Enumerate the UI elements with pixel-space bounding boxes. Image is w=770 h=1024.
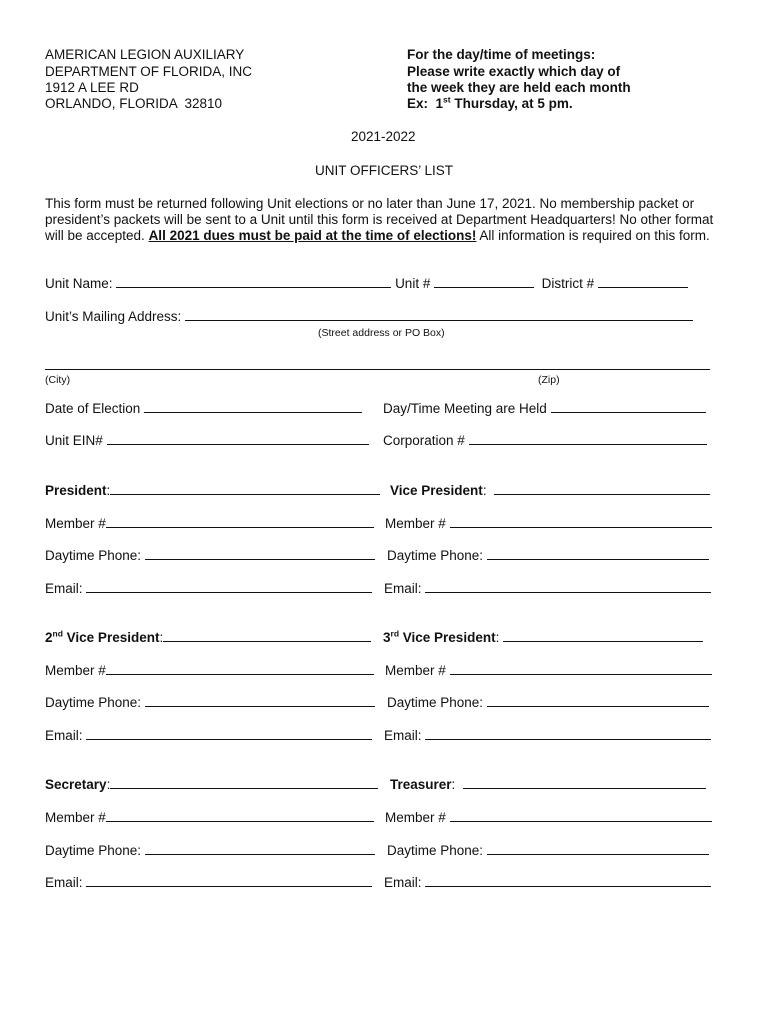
election-date-label: Date of Election: [45, 401, 141, 416]
vp3-rest: Vice President: [399, 630, 496, 645]
treasurer-colon: :: [451, 777, 456, 792]
mailing-address-row: [45, 309, 693, 325]
vp2-colon: :: [159, 630, 164, 645]
president-phone-field[interactable]: [145, 548, 375, 560]
president-email-field[interactable]: [86, 581, 372, 593]
phone-label: Daytime Phone:: [387, 695, 484, 710]
city-hint: (City): [45, 374, 71, 386]
vp2-member-field[interactable]: [106, 663, 374, 675]
vice-president-colon: :: [482, 483, 487, 498]
vp-phone-field[interactable]: [487, 548, 709, 560]
secretary-colon: :: [106, 777, 111, 792]
org-street: 1912 A LEE RD: [45, 80, 139, 95]
vp2-rest: Vice President: [62, 630, 160, 645]
email-label: Email:: [45, 728, 83, 743]
unit-number-field[interactable]: [434, 276, 534, 288]
vp2-sup: nd: [52, 628, 63, 639]
treasurer-field[interactable]: [463, 777, 706, 789]
meeting-example-prefix: Ex: 1: [407, 96, 444, 111]
org-department: DEPARTMENT OF FLORIDA, INC: [45, 64, 253, 79]
meeting-example-sup: st: [443, 94, 451, 105]
vp2-member-row: [45, 663, 374, 679]
vice-president-field[interactable]: [494, 483, 710, 495]
street-hint: (Street address or PO Box): [318, 327, 445, 339]
treasurer-phone-field[interactable]: [487, 843, 709, 855]
president-member-field[interactable]: [106, 516, 374, 528]
phone-label: Daytime Phone:: [45, 548, 142, 563]
corporation-field[interactable]: [469, 433, 707, 445]
treasurer-member-field[interactable]: [450, 810, 712, 822]
vp2-label: [45, 630, 159, 645]
email-label: Email:: [45, 875, 83, 890]
secretary-label: Secretary: [45, 777, 107, 792]
treasurer-email-field[interactable]: [425, 875, 711, 887]
vp3-phone-row: [387, 695, 709, 711]
vp3-field[interactable]: [503, 630, 703, 642]
vp-phone-row: [387, 548, 709, 564]
treasurer-member-row: [385, 810, 712, 826]
instructions-text-2: All information is required on this form.: [476, 228, 710, 243]
vp3-member-field[interactable]: [450, 663, 712, 675]
election-date-field[interactable]: [144, 401, 362, 413]
secretary-row: [45, 777, 378, 793]
vp-member-row: [385, 516, 712, 532]
president-email-row: [45, 581, 372, 597]
president-colon: :: [106, 483, 111, 498]
vp2-field[interactable]: [163, 630, 371, 642]
treasurer-row: [390, 777, 706, 793]
district-label: District #: [541, 276, 595, 291]
vp3-email-field[interactable]: [425, 728, 711, 740]
unit-number-label: Unit #: [395, 276, 431, 291]
vice-president-row: [390, 483, 710, 499]
unit-name-field[interactable]: [116, 276, 391, 288]
corporation-label: Corporation #: [383, 433, 465, 448]
vp3-phone-field[interactable]: [487, 695, 709, 707]
vp2-email-row: [45, 728, 372, 744]
meeting-example-suffix: Thursday, at 5 pm.: [450, 96, 573, 111]
form-year: 2021-2022: [351, 129, 416, 144]
vp-email-field[interactable]: [425, 581, 711, 593]
meeting-example: [407, 96, 573, 112]
meeting-time-label: Day/Time Meeting are Held: [383, 401, 547, 416]
ein-field[interactable]: [107, 433, 369, 445]
phone-label: Daytime Phone:: [387, 843, 484, 858]
org-city: ORLANDO, FLORIDA 32810: [45, 96, 223, 111]
corporation-row: [383, 433, 707, 449]
phone-label: Daytime Phone:: [45, 843, 142, 858]
member-label: Member #: [385, 810, 446, 825]
president-field[interactable]: [110, 483, 380, 495]
city-zip-field[interactable]: [45, 369, 710, 370]
president-label: President: [45, 483, 107, 498]
vp3-label: [383, 630, 496, 645]
vp-member-field[interactable]: [450, 516, 712, 528]
ein-label: Unit EIN#: [45, 433, 103, 448]
vp3-member-row: [385, 663, 712, 679]
secretary-member-field[interactable]: [106, 810, 374, 822]
vp2-phone-row: [45, 695, 375, 711]
meeting-time-row: [383, 401, 706, 417]
vice-president-label: Vice President: [390, 483, 483, 498]
secretary-member-row: [45, 810, 374, 826]
vp3-sup: rd: [390, 628, 400, 639]
secretary-phone-row: [45, 843, 375, 859]
vp-email-row: [384, 581, 711, 597]
mailing-address-label: Unit’s Mailing Address:: [45, 309, 182, 324]
treasurer-phone-row: [387, 843, 709, 859]
meeting-time-field[interactable]: [551, 401, 706, 413]
vp2-number: 2: [45, 630, 53, 645]
instructions-emphasis: All 2021 dues must be paid at the time of elections!: [148, 228, 477, 243]
email-label: Email:: [45, 581, 83, 596]
form-title: UNIT OFFICERS’ LIST: [315, 163, 454, 178]
secretary-field[interactable]: [110, 777, 378, 789]
secretary-phone-field[interactable]: [145, 843, 375, 855]
email-label: Email:: [384, 728, 422, 743]
meeting-note-line-2: Please write exactly which day of: [407, 64, 621, 79]
president-phone-row: [45, 548, 375, 564]
email-label: Email:: [384, 875, 422, 890]
org-name: AMERICAN LEGION AUXILIARY: [45, 47, 245, 62]
treasurer-label: Treasurer: [390, 777, 452, 792]
member-label: Member #: [385, 663, 446, 678]
vp2-email-field[interactable]: [86, 728, 372, 740]
vp3-row: [383, 630, 703, 646]
email-label: Email:: [384, 581, 422, 596]
unit-name-label: Unit Name:: [45, 276, 113, 291]
mailing-address-field[interactable]: [185, 309, 693, 321]
phone-label: Daytime Phone:: [387, 548, 484, 563]
member-label: Member #: [45, 810, 106, 825]
election-date-row: [45, 401, 362, 417]
meeting-note-line-1: For the day/time of meetings:: [407, 47, 596, 62]
secretary-email-row: [45, 875, 372, 891]
instructions-text-1: This form must be returned following Unit elections or no later than June 17, 2021. No membership packet or president’s packets will be sent to a Unit until this form is received at Department Headquarters! No other format will be accepted.: [45, 196, 714, 243]
phone-label: Daytime Phone:: [45, 695, 142, 710]
vp2-phone-field[interactable]: [145, 695, 375, 707]
meeting-note-line-3: the week they are held each month: [407, 80, 631, 95]
president-member-row: [45, 516, 374, 532]
vp2-row: [45, 630, 371, 646]
vp3-email-row: [384, 728, 711, 744]
secretary-email-field[interactable]: [86, 875, 372, 887]
ein-row: [45, 433, 369, 449]
vp3-colon: :: [495, 630, 500, 645]
member-label: Member #: [45, 516, 106, 531]
vp3-number: 3: [383, 630, 391, 645]
member-label: Member #: [385, 516, 446, 531]
instructions: [45, 196, 725, 244]
district-field[interactable]: [598, 276, 688, 288]
treasurer-email-row: [384, 875, 711, 891]
member-label: Member #: [45, 663, 106, 678]
unit-name-row: [45, 276, 688, 292]
president-row: [45, 483, 380, 499]
zip-hint: (Zip): [538, 374, 560, 386]
